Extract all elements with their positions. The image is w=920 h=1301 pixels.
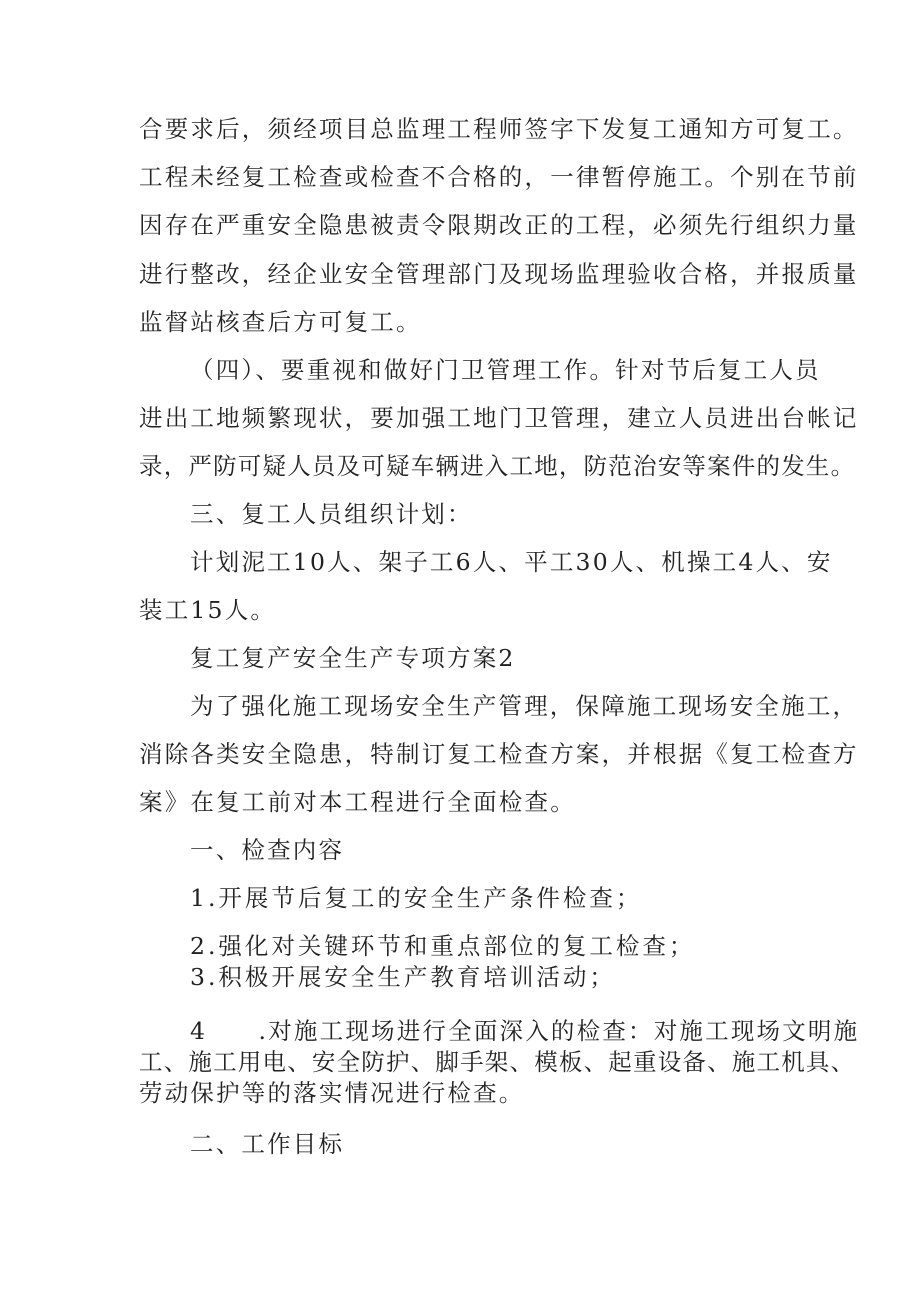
paragraph-line: 计划泥工10人、架子工6人、平工30人、机操工4人、安 <box>190 548 833 576</box>
paragraph-line: 装工15人。 <box>139 596 277 624</box>
paragraph-line: 进出工地频繁现状，要加强工地门卫管理，建立人员进出台帐记 <box>139 404 859 432</box>
section-heading: 一、检查内容 <box>190 836 345 864</box>
paragraph-line: 监督站核查后方可复工。 <box>139 308 422 336</box>
paragraph-line: 工、施工用电、安全防护、脚手架、模板、起重设备、施工机具、 <box>139 1048 856 1076</box>
paragraph-line: 劳动保护等的落实情况进行检查。 <box>139 1079 525 1107</box>
paragraph-line: 消除各类安全隐患，特制订复工检查方案，并根据《复工检查方 <box>139 740 859 768</box>
paragraph-line: 合要求后，须经项目总监理工程师签字下发复工通知方可复工。 <box>139 115 859 143</box>
paragraph-line: （四）、要重视和做好门卫管理工作。针对节后复工人员 <box>190 356 821 384</box>
paragraph-line: 进行整改，经企业安全管理部门及现场监理验收合格，并报质量 <box>139 260 859 288</box>
list-item: 2.强化对关键环节和重点部位的复工检查； <box>190 932 696 960</box>
plan-title: 复工复产安全生产专项方案2 <box>190 644 516 672</box>
list-item: 1.开展节后复工的安全生产条件检查； <box>190 884 643 912</box>
list-item: 3.积极开展安全生产教育培训活动； <box>190 963 616 991</box>
section-heading: 二、工作目标 <box>190 1130 345 1158</box>
paragraph-line: 因存在严重安全隐患被责令限期改正的工程，必须先行组织力量 <box>139 211 859 239</box>
list-item: 4 .对施工现场进行全面深入的检查：对施工现场文明施 <box>190 1017 860 1045</box>
paragraph-line: 录，严防可疑人员及可疑车辆进入工地，防范治安等案件的发生。 <box>139 452 856 480</box>
section-heading: 三、复工人员组织计划： <box>190 500 473 528</box>
paragraph-line: 为了强化施工现场安全生产管理，保障施工现场安全施工， <box>190 692 859 720</box>
paragraph-line: 工程未经复工检查或检查不合格的，一律暂停施工。个别在节前 <box>139 163 859 191</box>
paragraph-line: 案》在复工前对本工程进行全面检查。 <box>139 788 576 816</box>
